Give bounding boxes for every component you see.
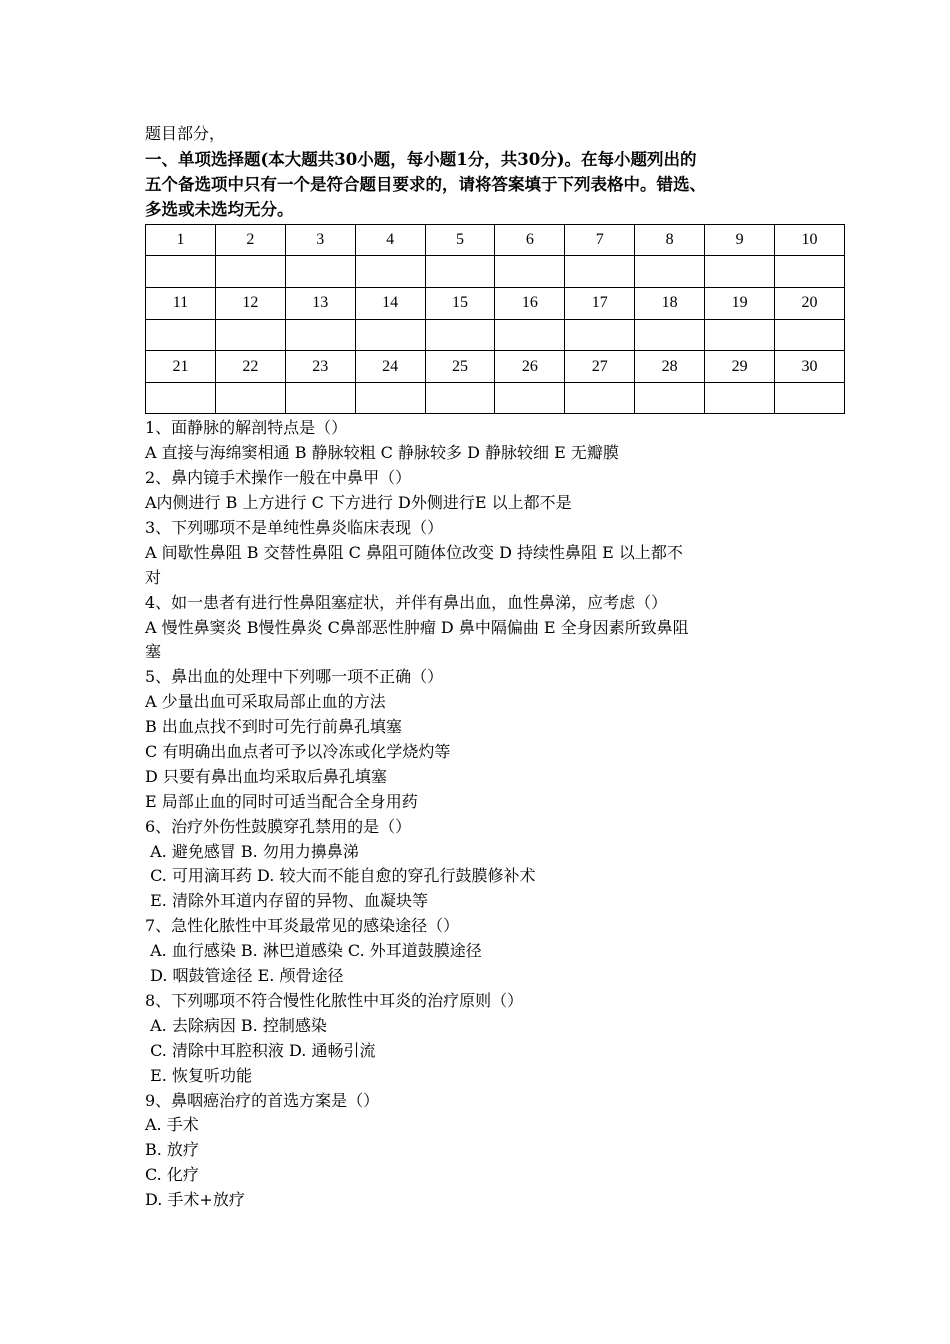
question-number-cell: 27 (565, 351, 635, 383)
question-line: D 只要有鼻出血均采取后鼻孔填塞 (145, 766, 387, 786)
question-number-cell: 8 (635, 224, 705, 256)
question-line: A内侧进行 B 上方进行 C 下方进行 D外侧进行E 以上都不是 (145, 493, 572, 513)
question-list (145, 416, 825, 1213)
answer-entry-row (146, 256, 845, 288)
question-number-cell: 15 (425, 288, 495, 320)
answer-cell[interactable] (635, 382, 705, 414)
question-line: 7、急性化脓性中耳炎最常见的感染途径（） (145, 916, 460, 936)
question-number-cell: 29 (705, 351, 775, 383)
answer-cell[interactable] (425, 382, 495, 414)
question-line: A 慢性鼻窦炎 B慢性鼻炎 C鼻部恶性肿瘤 D 鼻中隔偏曲 E 全身因素所致鼻阻 (145, 617, 689, 637)
answer-cell[interactable] (425, 319, 495, 351)
answer-cell[interactable] (285, 382, 355, 414)
question-line: C. 清除中耳腔积液 D. 通畅引流 (145, 1040, 376, 1060)
question-line: 对 (145, 567, 162, 587)
answer-table (145, 224, 845, 415)
question-number-cell: 12 (215, 288, 285, 320)
answer-cell[interactable] (775, 256, 845, 288)
question-number-cell: 28 (635, 351, 705, 383)
intro-text: 题目部分， (145, 124, 226, 143)
question-line: A. 避免感冒 B. 勿用力擤鼻涕 (145, 841, 359, 861)
question-line: B 出血点找不到时可先行前鼻孔填塞 (145, 717, 402, 737)
answer-cell[interactable] (355, 256, 425, 288)
section-heading (145, 147, 825, 222)
question-line: D. 手术+放疗 (145, 1190, 245, 1210)
answer-cell[interactable] (425, 256, 495, 288)
exam-page (145, 122, 825, 1213)
answer-cell[interactable] (495, 319, 565, 351)
question-line: 3、下列哪项不是单纯性鼻炎临床表现（） (145, 518, 444, 538)
answer-cell[interactable] (495, 256, 565, 288)
answer-cell[interactable] (285, 319, 355, 351)
section-heading-line: 一、单项选择题(本大题共30小题，每小题1分，共30分)。在每小题列出的 (145, 149, 697, 169)
question-number-row (146, 351, 845, 383)
question-line: 5、鼻出血的处理中下列哪一项不正确（） (145, 667, 444, 687)
question-number-cell: 30 (775, 351, 845, 383)
question-line: A. 去除病因 B. 控制感染 (145, 1015, 327, 1035)
question-number-cell: 13 (285, 288, 355, 320)
question-line: C 有明确出血点者可予以冷冻或化学烧灼等 (145, 742, 451, 762)
answer-cell[interactable] (635, 256, 705, 288)
question-number-cell: 2 (215, 224, 285, 256)
question-number-cell: 19 (705, 288, 775, 320)
question-line: 1、面静脉的解剖特点是（） (145, 418, 348, 438)
answer-entry-row (146, 382, 845, 414)
answer-cell[interactable] (565, 382, 635, 414)
question-line: A. 血行感染 B. 淋巴道感染 C. 外耳道鼓膜途径 (145, 941, 482, 961)
answer-cell[interactable] (355, 319, 425, 351)
answer-cell[interactable] (146, 319, 216, 351)
answer-cell[interactable] (775, 382, 845, 414)
section-heading-line: 多选或未选均无分。 (145, 199, 294, 219)
answer-cell[interactable] (565, 319, 635, 351)
question-line: 9、鼻咽癌治疗的首选方案是（） (145, 1090, 380, 1110)
question-number-cell: 10 (775, 224, 845, 256)
question-number-cell: 14 (355, 288, 425, 320)
question-line: 2、鼻内镜手术操作一般在中鼻甲（） (145, 468, 412, 488)
question-number-cell: 20 (775, 288, 845, 320)
question-line: A. 手术 (145, 1115, 199, 1135)
section-heading-line: 五个备选项中只有一个是符合题目要求的，请将答案填于下列表格中。错选、 (145, 174, 706, 194)
question-number-cell: 18 (635, 288, 705, 320)
question-number-cell: 7 (565, 224, 635, 256)
answer-cell[interactable] (355, 382, 425, 414)
question-line: D. 咽鼓管途径 E. 颅骨途径 (145, 966, 344, 986)
question-number-cell: 16 (495, 288, 565, 320)
question-line: 塞 (145, 642, 162, 662)
answer-cell[interactable] (146, 382, 216, 414)
question-number-cell: 26 (495, 351, 565, 383)
question-number-cell: 21 (146, 351, 216, 383)
question-number-cell: 11 (146, 288, 216, 320)
question-number-cell: 24 (355, 351, 425, 383)
question-number-cell: 3 (285, 224, 355, 256)
question-line: A 直接与海绵窦相通 B 静脉较粗 C 静脉较多 D 静脉较细 E 无瓣膜 (145, 443, 619, 463)
question-number-cell: 9 (705, 224, 775, 256)
answer-cell[interactable] (775, 319, 845, 351)
question-line: E 局部止血的同时可适当配合全身用药 (145, 791, 418, 811)
answer-cell[interactable] (565, 256, 635, 288)
answer-entry-row (146, 319, 845, 351)
question-line: 4、如一患者有进行性鼻阻塞症状，并伴有鼻出血，血性鼻涕，应考虑（） (145, 592, 668, 612)
question-line: C. 可用滴耳药 D. 较大而不能自愈的穿孔行鼓膜修补术 (145, 866, 536, 886)
question-number-row (146, 224, 845, 256)
question-line: C. 化疗 (145, 1165, 199, 1185)
question-number-cell: 25 (425, 351, 495, 383)
question-line: E. 清除外耳道内存留的异物、血凝块等 (145, 891, 428, 911)
question-line: B. 放疗 (145, 1140, 199, 1160)
answer-cell[interactable] (705, 319, 775, 351)
question-line: 8、下列哪项不符合慢性化脓性中耳炎的治疗原则（） (145, 990, 524, 1010)
question-number-cell: 1 (146, 224, 216, 256)
answer-cell[interactable] (705, 382, 775, 414)
answer-cell[interactable] (495, 382, 565, 414)
question-line: E. 恢复听功能 (145, 1065, 252, 1085)
answer-cell[interactable] (635, 319, 705, 351)
question-number-cell: 17 (565, 288, 635, 320)
question-number-cell: 4 (355, 224, 425, 256)
answer-cell[interactable] (146, 256, 216, 288)
answer-cell[interactable] (215, 256, 285, 288)
answer-cell[interactable] (215, 382, 285, 414)
question-line: A 少量出血可采取局部止血的方法 (145, 692, 386, 712)
question-number-cell: 6 (495, 224, 565, 256)
answer-cell[interactable] (285, 256, 355, 288)
answer-cell[interactable] (215, 319, 285, 351)
answer-cell[interactable] (705, 256, 775, 288)
question-line: A 间歇性鼻阻 B 交替性鼻阻 C 鼻阻可随体位改变 D 持续性鼻阻 E 以上都不 (145, 542, 683, 562)
question-line: 6、治疗外伤性鼓膜穿孔禁用的是（） (145, 816, 412, 836)
question-number-row (146, 288, 845, 320)
question-number-cell: 5 (425, 224, 495, 256)
question-number-cell: 22 (215, 351, 285, 383)
question-number-cell: 23 (285, 351, 355, 383)
